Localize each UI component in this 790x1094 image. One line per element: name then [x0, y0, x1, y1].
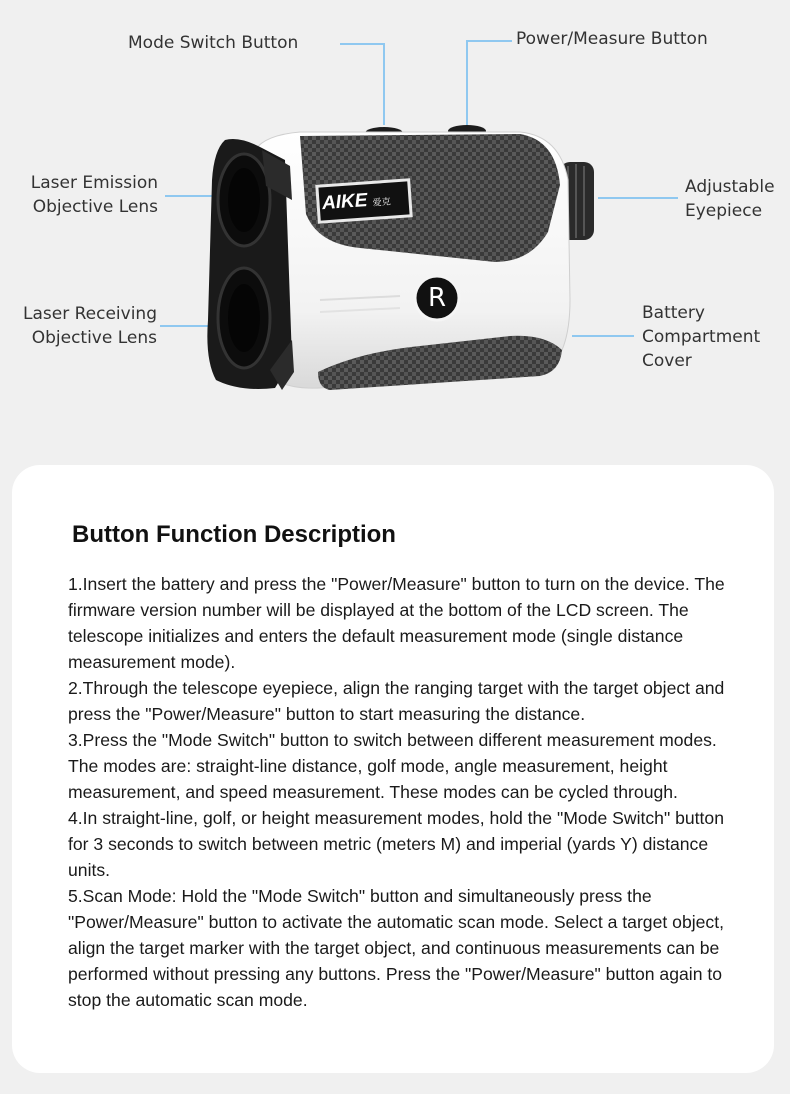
label-battery-line2: Compartment	[642, 327, 761, 347]
label-laser-receiving-line1: Laser Receiving	[23, 304, 157, 324]
product-diagram	[0, 0, 790, 440]
description-card	[12, 465, 774, 1073]
label-laser-emission-line2: Objective Lens	[32, 197, 158, 217]
brand-logo-cn: 爱克	[372, 197, 392, 209]
label-power-measure: Power/Measure Button	[516, 29, 708, 49]
description-paragraph: 1.Insert the battery and press the "Power/Measure" button to turn on the device. The firmware version number will be displayed at the bottom of the LCD screen. The telescope initializes and enters the default measurement mode (single distance measurement mode).	[68, 574, 725, 672]
section-title: Button Function Description	[72, 521, 396, 548]
rangefinder-device	[0, 0, 790, 440]
label-eyepiece-line1: Adjustable	[685, 177, 775, 197]
description-paragraph: 4.In straight-line, golf, or height measurement modes, hold the "Mode Switch" button for 3 seconds to switch between metric (meters M) and imperial (yards Y) distance units.	[68, 808, 724, 880]
description-paragraph: 5.Scan Mode: Hold the "Mode Switch" button and simultaneously press the "Power/Measure" button to activate the automatic scan mode. Select a target object, align the target marker with the target object, and continuous measurements can be performed without pressing any buttons. Press the "Power/Measure" button again to stop the automatic scan mode.	[68, 886, 724, 1010]
brand-logo: AIKE	[321, 189, 369, 215]
label-battery-line1: Battery	[642, 303, 705, 323]
description-body	[68, 571, 738, 1013]
label-battery-line3: Cover	[642, 351, 692, 371]
label-eyepiece-line2: Eyepiece	[685, 201, 763, 221]
description-paragraph: 3.Press the "Mode Switch" button to switch between different measurement modes. The modes are: straight-line distance, golf mode, angle measurement, height measurement, and speed measurement. These modes can be cycled through.	[68, 730, 717, 802]
label-laser-emission-line1: Laser Emission	[30, 173, 158, 193]
label-laser-receiving-line2: Objective Lens	[31, 328, 157, 348]
r-badge-letter: R	[427, 283, 447, 313]
description-paragraph: 2.Through the telescope eyepiece, align the ranging target with the target object and press the "Power/Measure" button to start measuring the distance.	[68, 678, 725, 724]
label-mode-switch: Mode Switch Button	[128, 33, 299, 53]
